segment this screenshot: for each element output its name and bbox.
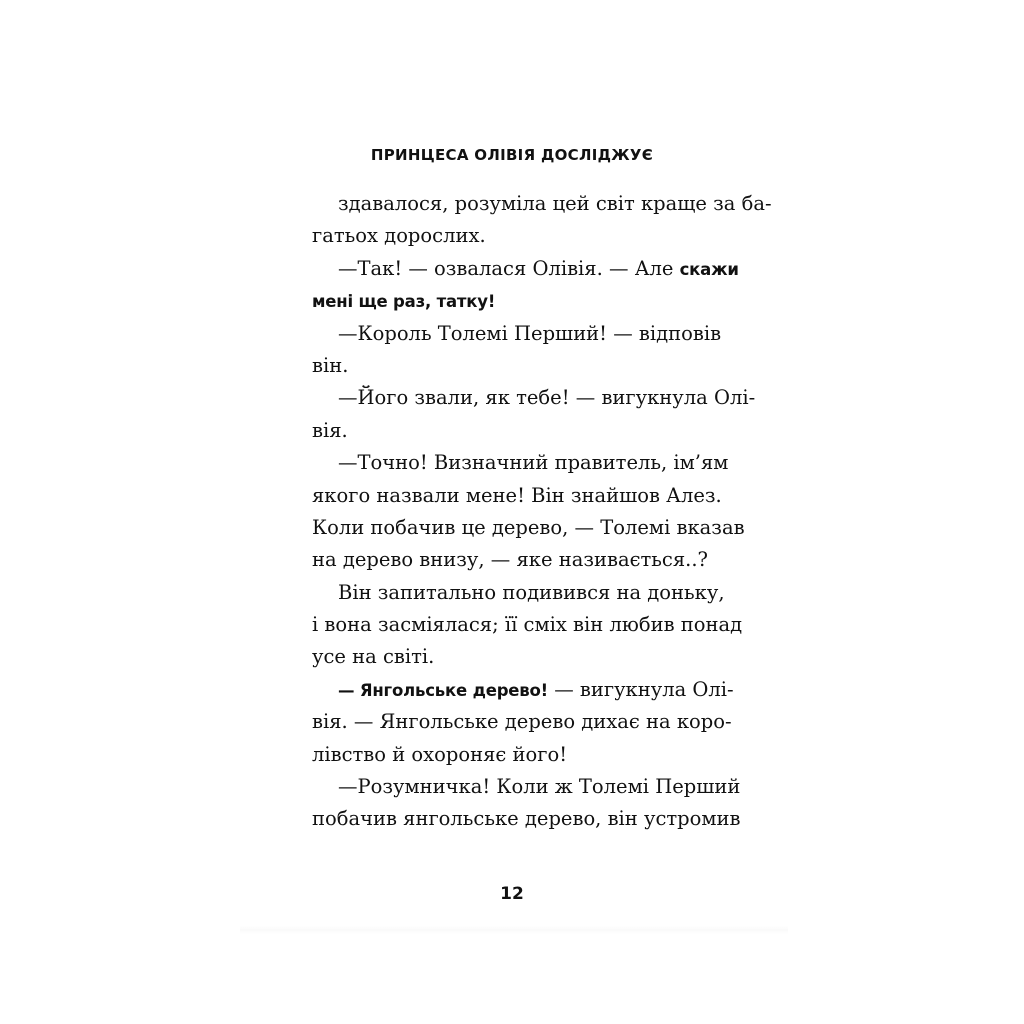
text-line <box>312 253 739 285</box>
text-segment: вія. <box>312 418 348 442</box>
text-line <box>312 803 741 835</box>
text-segment: —Король Толемі Перший! — відповів <box>338 321 722 345</box>
text-segment: усе на світі. <box>312 645 435 669</box>
text-line <box>312 480 722 512</box>
text-line <box>312 220 712 252</box>
text-line <box>312 577 725 609</box>
page-edge-shade <box>240 926 788 934</box>
text-segment: побачив янгольське дерево, він устромив <box>312 807 741 831</box>
text-segment: лівство й охороняє його! <box>312 742 568 766</box>
text-line <box>312 318 722 350</box>
text-segment: —Його звали, як тебе! — вигукнула Олі- <box>338 386 756 410</box>
text-segment: —Розумничка! Коли ж Толемі Перший <box>338 775 741 799</box>
text-segment: —Точно! Визначний правитель, ім’ям <box>338 451 729 475</box>
text-segment: вія. — Янгольське дерево дихає на коро- <box>312 710 732 734</box>
text-segment: на дерево внизу, — яке називається..? <box>312 548 708 572</box>
text-line <box>312 739 712 771</box>
text-line <box>312 447 729 479</box>
page-number: 12 <box>500 884 524 904</box>
text-line <box>312 382 756 414</box>
text-segment: він. <box>312 353 349 377</box>
text-segment: Він запитально подивився на доньку, <box>338 580 725 604</box>
emphasized-text: — Янгольське дерево! <box>338 680 548 700</box>
body-text <box>312 188 772 836</box>
text-segment: гатьох дорослих. <box>312 224 486 248</box>
text-line <box>312 674 734 706</box>
text-line <box>312 544 712 576</box>
text-line <box>312 285 712 317</box>
text-line <box>312 512 745 544</box>
text-line <box>312 609 743 641</box>
text-line <box>312 188 772 220</box>
text-line <box>312 706 732 738</box>
emphasized-text: мені ще раз, татку! <box>312 292 496 312</box>
text-segment: здавалося, розуміла цей світ краще за ба- <box>338 192 772 215</box>
emphasized-text: скажи <box>679 259 739 279</box>
text-segment: якого назвали мене! Він знайшов Алез. <box>312 483 722 507</box>
running-head: ПРИНЦЕСА ОЛІВІЯ ДОСЛІДЖУЄ <box>370 146 654 164</box>
text-line <box>312 415 712 447</box>
text-line <box>312 350 712 382</box>
text-segment: — вигукнула Олі- <box>548 677 734 701</box>
text-segment: —Так! — озвалася Олівія. — Але <box>338 256 680 280</box>
text-segment: і вона засміялася; її сміх він любив понад <box>312 613 743 637</box>
text-line <box>312 771 741 803</box>
text-line <box>312 641 712 673</box>
text-segment: Коли побачив це дерево, — Толемі вказав <box>312 515 745 539</box>
